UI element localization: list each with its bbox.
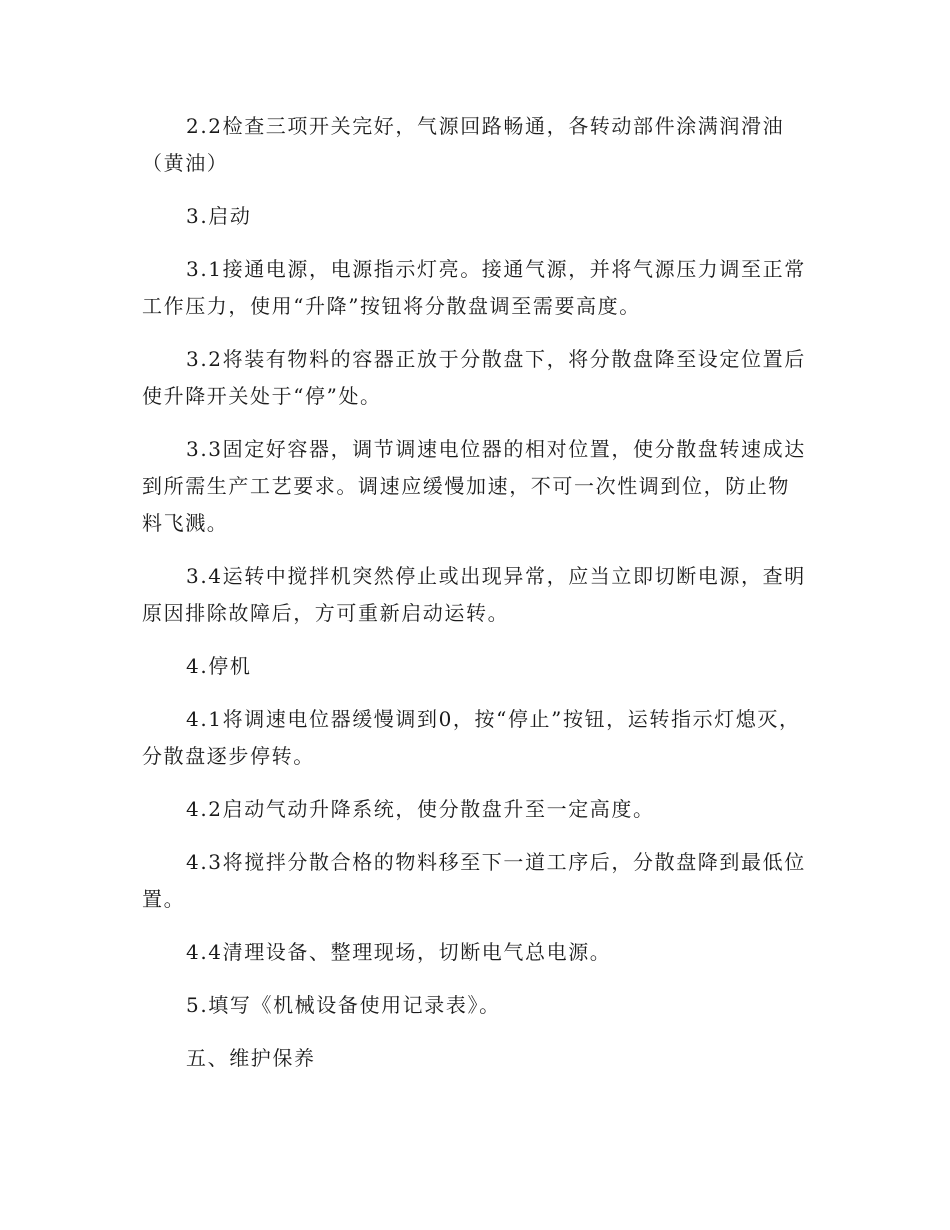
paragraph-3-3: 3.3固定好容器，调节调速电位器的相对位置，使分散盘转速成达到所需生产工艺要求。调速应缓慢加速，不可一次性调到位，防止物料飞溅。	[142, 437, 806, 535]
heading-shutdown: 4.停机	[186, 654, 252, 678]
paragraph-4-1: 4.1将调速电位器缓慢调到0，按“停止”按钮，运转指示灯熄灭，分散盘逐步停转。	[142, 707, 801, 768]
paragraph-3-4: 3.4运转中搅拌机突然停止或出现异常，应当立即切断电源，查明原因排除故障后，方可重新启动运转。	[142, 564, 806, 625]
paragraph-4-2: 4.2启动气动升降系统，使分散盘升至一定高度。	[186, 797, 655, 821]
paragraph-3-1: 3.1接通电源，电源指示灯亮。接通气源，并将气源压力调至正常工作压力，使用“升降”按钮将分散盘调至需要高度。	[142, 257, 806, 318]
paragraph-5: 5.填写《机械设备使用记录表》。	[186, 993, 501, 1017]
heading-startup: 3.启动	[186, 204, 252, 228]
paragraph-3-2: 3.2将装有物料的容器正放于分散盘下，将分散盘降至设定位置后使升降开关处于“停”处。	[142, 347, 806, 408]
paragraph-4-3: 4.3将搅拌分散合格的物料移至下一道工序后，分散盘降到最低位置。	[142, 850, 806, 911]
paragraph-4-4: 4.4清理设备、整理现场，切断电气总电源。	[186, 940, 612, 964]
heading-maintenance: 五、维护保养	[186, 1046, 316, 1070]
document-page	[142, 108, 810, 1093]
paragraph-2-2: 2.2检查三项开关完好，气源回路畅通，各转动部件涂满润滑油（黄油）	[142, 114, 785, 175]
